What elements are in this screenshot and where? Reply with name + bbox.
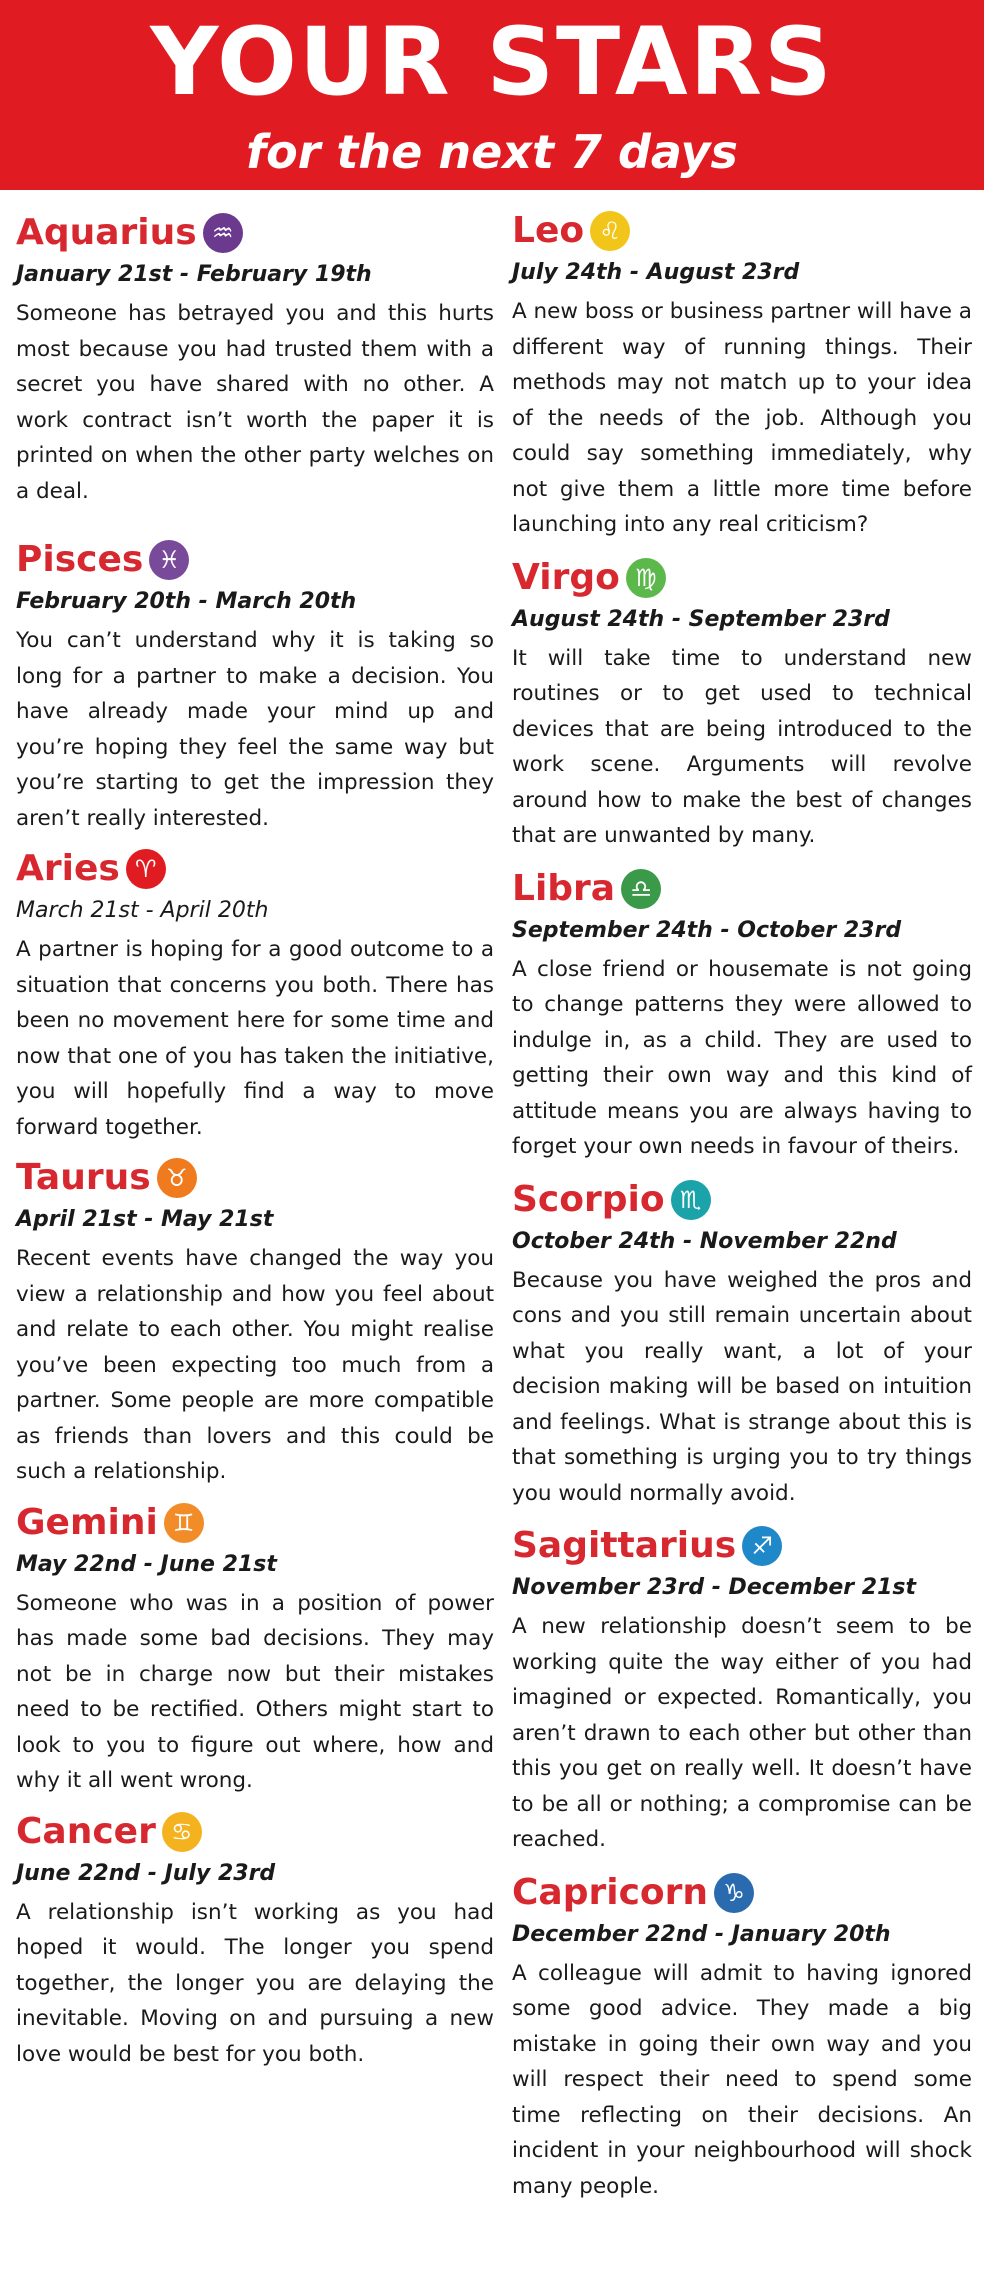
sign-forecast: Someone has betrayed you and this hurts most because you had trusted them with a secret you have shared with no other. A work contract isn’t worth the paper it is printed on when the other party welches on a deal. — [16, 301, 494, 504]
scorpio-icon: ♏ — [671, 1180, 711, 1220]
sign-aquarius — [16, 210, 494, 509]
sign-name: Pisces — [16, 539, 144, 580]
sign-pisces — [16, 537, 494, 836]
sign-forecast: You can’t understand why it is taking so long for a partner to make a decision. You have already made your mind up and you’re hoping they feel the same way but you’re starting to get the impression they aren’t really interested. — [16, 628, 494, 831]
sign-cancer — [16, 1809, 494, 2073]
sign-name: Aquarius — [16, 212, 197, 253]
sign-name: Leo — [512, 210, 585, 251]
taurus-icon: ♉ — [157, 1158, 197, 1198]
sign-leo — [512, 208, 972, 543]
sign-name: Capricorn — [512, 1871, 709, 1913]
sign-capricorn — [512, 1870, 972, 2205]
capricorn-icon: ♑ — [714, 1873, 754, 1913]
sign-dates: January 21st - February 19th — [16, 262, 372, 287]
sign-libra — [512, 866, 972, 1165]
sign-forecast: A relationship isn’t working as you had hoped it would. The longer you spend together, the longer you are delaying the inevitable. Moving on and pursuing a new love would be best for you both. — [16, 1899, 494, 2067]
sign-taurus — [16, 1155, 494, 1490]
sign-dates: November 23rd - December 21st — [512, 1575, 917, 1600]
sign-dates: October 24th - November 22nd — [512, 1228, 897, 1254]
sign-dates: December 22nd - January 20th — [512, 1921, 891, 1947]
sign-dates: September 24th - October 23rd — [512, 917, 902, 943]
sign-forecast: Because you have weighed the pros and cons and you still remain uncertain about what you really want, a lot of your decision making will be based on intuition and feelings. What is strange about this is that something is urging you to try things you would normally avoid. — [512, 1267, 972, 1506]
sign-forecast: A new relationship doesn’t seem to be working quite the way either of you had imagined or expected. Romantically, you aren’t drawn to each other but other than this you get on really well. It doesn’t have to be all or nothing; a compromise can be reached. — [512, 1614, 972, 1852]
sign-dates: July 24th - August 23rd — [512, 260, 800, 285]
sign-name: Gemini — [16, 1501, 158, 1543]
right-column — [512, 190, 972, 2204]
sign-name: Cancer — [16, 1810, 156, 1852]
sign-forecast: A colleague will admit to having ignored some good advice. They made a big mistake in going their own way and you will respect their need to spend some time reflecting on their decisions. An incident in your neighbourhood will shock many people. — [512, 1960, 972, 2199]
sign-name: Libra — [512, 867, 616, 909]
leo-icon: ♌ — [590, 211, 630, 251]
header-banner — [0, 0, 984, 190]
sign-dates: May 22nd - June 21st — [16, 1551, 277, 1577]
sign-name: Aries — [16, 848, 120, 889]
sign-name: Taurus — [16, 1157, 151, 1198]
sign-name: Scorpio — [512, 1178, 665, 1220]
sign-forecast: A close friend or housemate is not going to change patterns they were allowed to indulge in, as a child. They are used to getting their own way and this kind of attitude means you are always having to forget your own needs in favour of theirs. — [512, 956, 972, 1159]
cancer-icon: ♋ — [162, 1812, 202, 1852]
sign-name: Virgo — [512, 556, 620, 598]
sign-aries — [16, 846, 494, 1145]
virgo-icon: ♍ — [626, 558, 666, 598]
sign-dates: March 21st - April 20th — [16, 898, 269, 923]
sign-dates: June 22nd - July 23rd — [16, 1860, 276, 1886]
sign-forecast: A new boss or business partner will have a different way of running things. Their methods may not match up to your idea of the needs of the job. Although you could say something immediately, why not give them a little more time before launching into any real criticism? — [512, 299, 972, 537]
sign-gemini — [16, 1500, 494, 1799]
libra-icon: ♎ — [621, 869, 661, 909]
sign-dates: April 21st - May 21st — [16, 1207, 274, 1232]
page-title: YOUR STARS — [150, 8, 834, 117]
sign-scorpio — [512, 1177, 972, 1512]
sign-forecast: Recent events have changed the way you view a relationship and how you feel about and relate to each other. You might realise you’ve been expecting too much from a partner. Some people are more compatible as friends than lovers and this could be such a relationship. — [16, 1246, 494, 1484]
aries-icon: ♈ — [126, 849, 166, 889]
sagittarius-icon: ♐ — [742, 1526, 782, 1566]
aquarius-icon: ♒ — [203, 213, 243, 253]
sign-forecast: Someone who was in a position of power has made some bad decisions. They may not be in charge now but their mistakes need to be rectified. Others might start to look to you to figure out where, how and why it all went wrong. — [16, 1590, 494, 1793]
page-subtitle: for the next 7 days — [246, 125, 738, 179]
pisces-icon: ♓ — [149, 540, 189, 580]
gemini-icon: ♊ — [164, 1503, 204, 1543]
sign-forecast: A partner is hoping for a good outcome to a situation that concerns you both. There has been no movement here for some time and now that one of you has taken the initiative, you will hopefully find a way to move forward together. — [16, 937, 494, 1140]
sign-dates: August 24th - September 23rd — [512, 606, 890, 632]
sign-forecast: It will take time to understand new routines or to get used to technical devices that are being introduced to the work scene. Arguments will revolve around how to make the best of changes that are unwanted by many. — [512, 645, 972, 848]
left-column — [16, 190, 494, 2072]
sign-name: Sagittarius — [512, 1525, 737, 1566]
sign-dates: February 20th - March 20th — [16, 589, 357, 614]
sign-sagittarius — [512, 1523, 972, 1858]
sign-virgo — [512, 555, 972, 854]
